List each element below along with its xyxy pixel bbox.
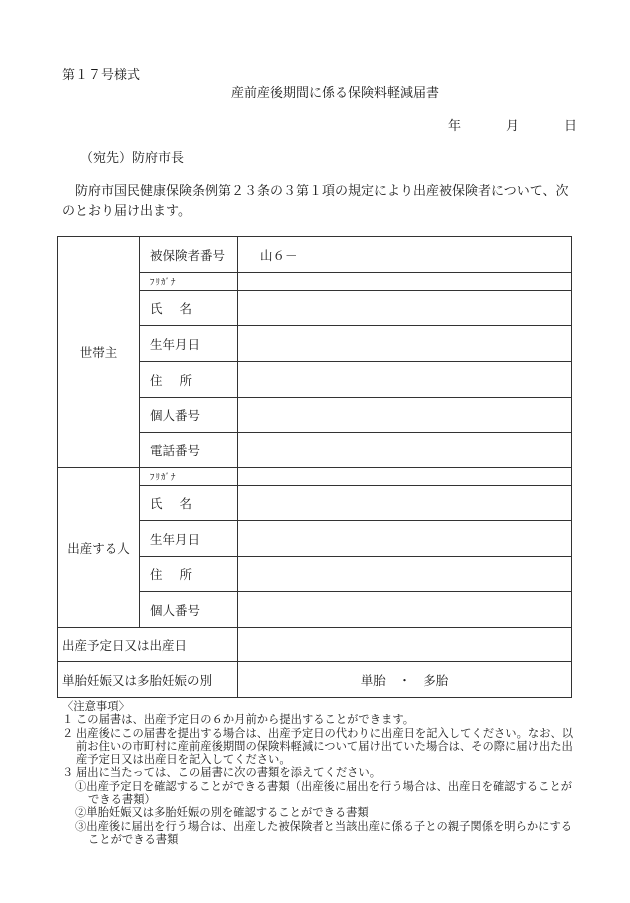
body-text: 防府市国民健康保険条例第２３条の３第１項の規定により出産被保険者について、次のとおり届け出ます。 — [62, 184, 569, 219]
phone-label: 電話番号 — [140, 433, 238, 468]
form-title: 産前産後期間に係る保険料軽減届書 — [230, 86, 439, 101]
addressee: （宛先）防府市長 — [80, 151, 185, 166]
section-birth-person: 出産する人 — [58, 468, 140, 628]
note-item-1: １ この届書は、出産予定日の６か月前から提出することができます。 — [62, 713, 415, 727]
household-name-field[interactable] — [238, 291, 572, 326]
household-birthdate-field[interactable] — [238, 326, 572, 362]
household-personal-number-field[interactable] — [238, 398, 572, 433]
insured-number-field[interactable]: 山６－ — [238, 237, 572, 273]
date-month-label: 月 — [506, 119, 520, 134]
pregnancy-type-options[interactable]: 単胎 ・ 多胎 — [238, 662, 572, 698]
birth-personal-number-field[interactable] — [238, 592, 572, 628]
household-furigana-field[interactable] — [238, 273, 572, 291]
notes-section — [62, 700, 577, 846]
application-form-table — [57, 236, 572, 698]
table-row — [58, 237, 572, 273]
birthdate-label: 生年月日 — [140, 521, 238, 557]
name-label: 氏名 — [140, 486, 238, 521]
due-date-label: 出産予定日又は出産日 — [58, 628, 238, 662]
pregnancy-type-label: 単胎妊娠又は多胎妊娠の別 — [58, 662, 238, 698]
personal-number-label: 個人番号 — [140, 592, 238, 628]
note-item-3: ３ 届出に当たっては、この届書に次の書類を添えてください。 — [62, 766, 382, 780]
date-line — [448, 115, 577, 134]
section-household-head: 世帯主 — [58, 237, 140, 468]
table-row — [58, 662, 572, 698]
furigana-label: ﾌﾘｶﾞﾅ — [140, 273, 238, 291]
date-day-label: 日 — [564, 119, 578, 134]
notes-heading: 〈注意事項〉 — [62, 700, 130, 713]
form-number: 第１７号様式 — [62, 68, 141, 83]
table-row — [58, 468, 572, 486]
birth-address-field[interactable] — [238, 557, 572, 592]
note-subitem-3: ③出産後に届出を行う場合は、出産した被保険者と当該出産に係る子との親子関係を明らかにすることができる書類 — [75, 819, 573, 846]
note-subitem-1: ①出産予定日を確認することができる書類（出産後に届出を行う場合は、出産日を確認することができる書類） — [75, 779, 573, 807]
furigana-label: ﾌﾘｶﾞﾅ — [140, 468, 238, 486]
address-label: 住所 — [140, 557, 238, 592]
table-row — [58, 628, 572, 662]
note-subitem-2: ②単胎妊娠又は多胎妊娠の別を確認することができる書類 — [75, 806, 369, 820]
insured-number-label: 被保険者番号 — [140, 237, 238, 273]
household-phone-field[interactable] — [238, 433, 572, 468]
due-date-field[interactable] — [238, 628, 572, 662]
name-label: 氏名 — [140, 291, 238, 326]
birth-name-field[interactable] — [238, 486, 572, 521]
birth-furigana-field[interactable] — [238, 468, 572, 486]
household-address-field[interactable] — [238, 362, 572, 398]
address-label: 住所 — [140, 362, 238, 398]
note-item-2: ２ 出産後にこの届書を提出する場合は、出産予定日の代わりに出産日を記入してください。なお、以前お住いの市町村に産前産後期間の保険料軽減について届け出ていた場合は、その際に届け出た出産予定日又は出産日を記入してください。 — [62, 726, 574, 767]
birthdate-label: 生年月日 — [140, 326, 238, 362]
date-year-label: 年 — [448, 119, 462, 134]
birth-birthdate-field[interactable] — [238, 521, 572, 557]
personal-number-label: 個人番号 — [140, 398, 238, 433]
